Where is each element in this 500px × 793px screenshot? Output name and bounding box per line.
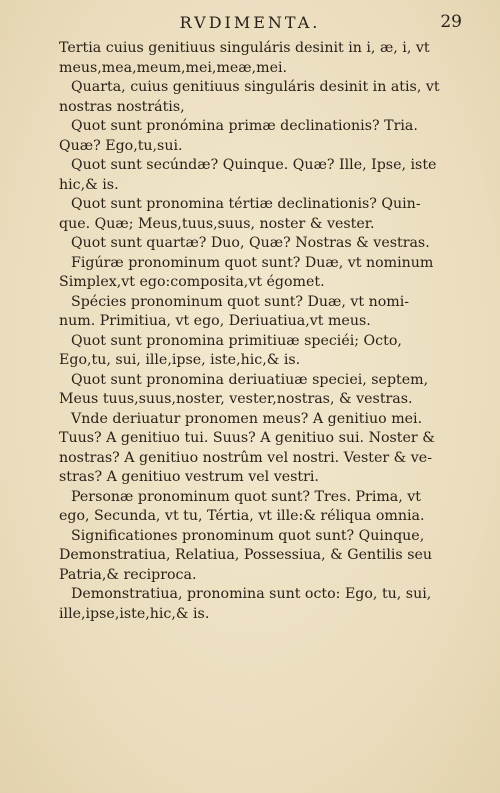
body-text [59, 39, 445, 624]
text-line: Quot sunt quartæ? Duo, Quæ? Nostras & vestras. [71, 235, 430, 251]
text-line: nostras nostrátis, [59, 98, 185, 115]
text-line: Quæ? Ego,tu,sui. [59, 137, 183, 154]
text-line: Patria,& reciproca. [59, 566, 197, 583]
text-line: hic,& is. [59, 176, 119, 193]
text-line: meus,mea,meum,mei,meæ,mei. [59, 59, 288, 76]
text-line: ille,ipse,iste,hic,& is. [59, 605, 210, 622]
text-line: ego, Secunda, vt tu, Tértia, vt ille:& réliqua omnia. [59, 508, 425, 524]
text-line: nostras? A genitiuo nostrûm vel nostri. Vester & ve- [59, 449, 432, 466]
text-line: Quarta, cuius genitiuus singuláris desinit in atis, vt [71, 79, 440, 95]
text-line: Demonstratiua, pronomina sunt octo: Ego, tu, sui, [71, 586, 432, 602]
text-line: Ego,tu, sui, ille,ipse, iste,hic,& is. [59, 352, 301, 368]
text-line: Quot sunt secúndæ? Quinque. Quæ? Ille, Ipse, iste [71, 157, 437, 173]
page-number: 29 [440, 12, 462, 32]
text-line: que. Quæ; Meus,tuus,suus, noster & vester. [59, 215, 375, 232]
text-line: num. Primitiua, vt ego, Deriuatiua,vt meus. [59, 313, 371, 329]
text-line: Quot sunt pronómina primæ declinationis? Tria. [71, 118, 418, 134]
text-line: Quot sunt pronomina deriuatiuæ speciei, septem, [71, 371, 429, 388]
text-line: Quot sunt pronomina primitiuæ speciéi; Octo, [71, 332, 402, 349]
text-line: Figúræ pronominum quot sunt? Duæ, vt nominum [71, 254, 434, 271]
text-line: Vnde deriuatur pronomen meus? A genitiuo mei. [71, 410, 423, 427]
text-line: Quot sunt pronomina tértiæ declinationis? Quin- [71, 196, 421, 212]
text-line: Tertia cuius genitiuus singuláris desinit in i, æ, i, vt [59, 40, 430, 56]
text-line: Simplex,vt ego:composita,vt égomet. [59, 274, 325, 290]
text-line: Meus tuus,suus,noster, vester,nostras, & vestras. [59, 391, 413, 407]
text-line: Personæ pronominum quot sunt? Tres. Prima, vt [71, 488, 422, 505]
text-line: Significationes pronominum quot sunt? Quinque, [71, 527, 425, 544]
text-line: Demonstratiua, Relatiua, Possessiua, & Gentilis seu [59, 547, 433, 563]
text-line: Spécies pronominum quot sunt? Duæ, vt nomi- [71, 293, 410, 310]
text-line: Tuus? A genitiuo tui. Suus? A genitiuo sui. Noster & [59, 430, 435, 446]
page-header [0, 10, 500, 36]
running-head: RVDIMENTA. [179, 13, 321, 32]
text-line: stras? A genitiuo vestrum vel vestri. [59, 469, 319, 485]
